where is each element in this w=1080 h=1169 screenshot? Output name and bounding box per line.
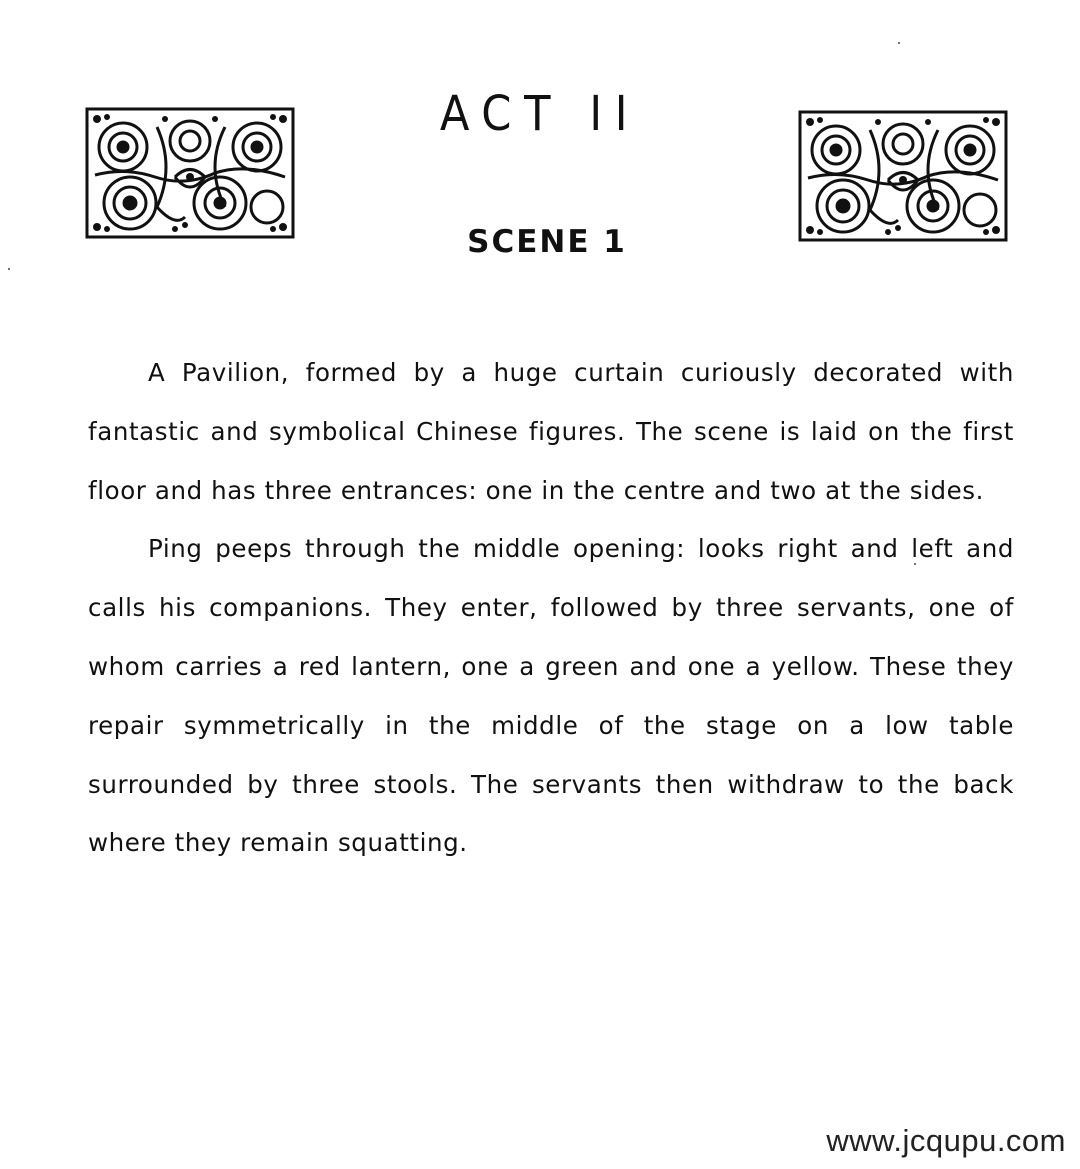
act-heading: ACT II <box>439 86 641 142</box>
scan-speck <box>914 563 916 565</box>
stage-paragraph: Ping peeps through the middle opening: looks right and left and calls his companions. They enter, followed by three servants, one of whom carries a red lantern, one a green and one a yellow. These they repair symmetrically in the middle of the stage on a low table surrounded by three stools. The servants then withdraw to the back where they remain squatting. <box>88 534 1014 858</box>
scan-speck <box>898 42 900 44</box>
stage-paragraph: A Pavilion, formed by a huge curtain curiously decorated with fantastic and symbolical Chinese figures. The scene is laid on the first floor and has three entrances: one in the centre and two at the sides. <box>88 358 1014 505</box>
right-floral-ornament-icon <box>798 110 1008 242</box>
watermark-url: www.jcqupu.com <box>826 1123 1066 1158</box>
scan-speck <box>8 268 10 270</box>
stage-directions <box>88 344 1014 873</box>
scene-heading: SCENE 1 <box>467 224 627 260</box>
